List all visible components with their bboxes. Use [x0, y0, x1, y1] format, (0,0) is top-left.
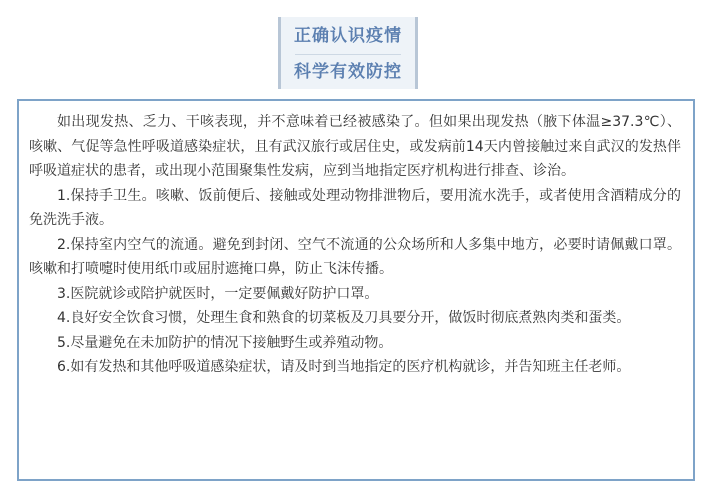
list-item: 5.尽量避免在未加防护的情况下接触野生或养殖动物。: [57, 334, 393, 351]
list-item: 2.保持室内空气的流通。避免到封闭、空气不流通的公众场所和人多集中地方，必要时请佩戴口罩。咳嗽和打喷嚏时使用纸巾或屈肘遮掩口鼻，防止飞沫传播。: [29, 236, 681, 277]
list-item: 4.良好安全饮食习惯，处理生食和熟食的切菜板及刀具要分开，做饭时彻底煮熟肉类和蛋类。: [57, 310, 631, 326]
title-line-2: 科学有效防控: [294, 62, 402, 82]
title-line-1: 正确认识疫情: [294, 26, 402, 46]
title-banner: [278, 17, 418, 89]
intro-paragraph: 如出现发热、乏力、干咳表现，并不意味着已经被感染了。但如果出现发热（腋下体温≥37.3℃）、咳嗽、气促等急性呼吸道感染症状，且有武汉旅行或居住史，或发病前14天内曾接触过来自武汉的发热伴呼吸道症状的患者，或出现小范围聚集性发病，应到当地指定医疗机构进行排查、诊治。: [29, 114, 681, 179]
list-item: 1.保持手卫生。咳嗽、饭前便后、接触或处理动物排泄物后，要用流水洗手，或者使用含酒精成分的免洗洗手液。: [29, 187, 681, 228]
list-item: 3.医院就诊或陪护就医时，一定要佩戴好防护口罩。: [57, 285, 379, 302]
content-panel: [17, 99, 695, 481]
title-divider: [295, 54, 401, 55]
list-item: 6.如有发热和其他呼吸道感染症状，请及时到当地指定的医疗机构就诊，并告知班主任老师。: [57, 359, 631, 375]
